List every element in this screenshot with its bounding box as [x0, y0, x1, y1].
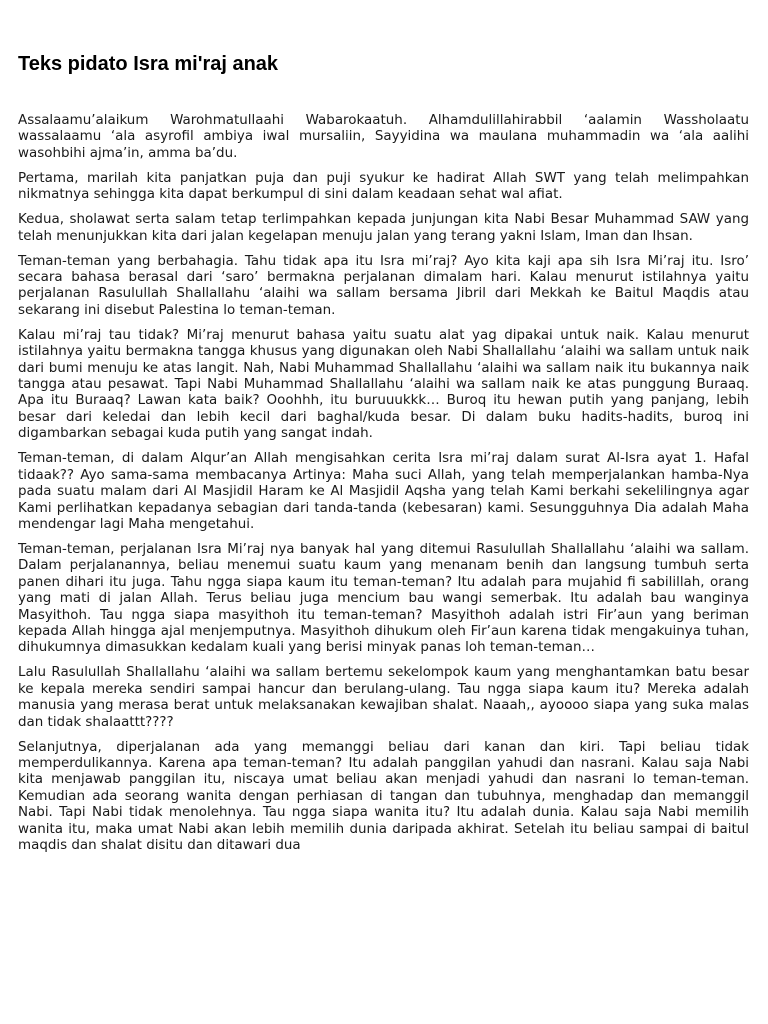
paragraph-sholawat: Kedua, sholawat serta salam tetap terlimpahkan kepada junjungan kita Nabi Besar Muhammad SAW yang telah menunjukkan kita dari jalan kegelapan menuju jalan yang terang yakni Islam, Iman dan Ihsan. — [18, 212, 749, 244]
paragraph-prayer-neglect: Lalu Rasulullah Shallallahu ‘alaihi wa sallam bertemu sekelompok kaum yang menghantamkan batu besar ke kepala mereka sendiri sampai hancur dan berulang-ulang. Tau ngga siapa kaum itu? Mereka adalah manusia yang merasa berat untuk melaksanakan kewajiban shalat. Naaah,, ayoooo siapa yang suka malas dan tidak shalaattt???? — [18, 665, 749, 730]
paragraph-gratitude: Pertama, marilah kita panjatkan puja dan puji syukur ke hadirat Allah SWT yang telah melimpahkan nikmatnya sehingga kita dapat berkumpul di sini dalam keadaan sehat wal afiat. — [18, 170, 749, 203]
document-body — [18, 113, 749, 863]
paragraph-opening-greeting: Assalaamu’alaikum Warohmatullaahi Wabarokaatuh. Alhamdulillahirabbil ‘aalamin Wassholaatu wassalaamu ‘ala asyrofil ambiya iwal mursaliin, Sayyidina wa maulana muhammadin wa ‘ala aalihi wasohbihi ajma’in, amma ba’du. — [18, 113, 749, 161]
paragraph-calls-and-world: Selanjutnya, diperjalanan ada yang memanggi beliau dari kanan dan kiri. Tapi beliau tidak memperdulikannya. Karena apa teman-teman? Itu adalah panggilan yahudi dan nasrani. Kalau saja Nabi kita menjawab panggilan itu, niscaya umat beliau akan menjadi yahudi dan nasrani lo teman-teman. Kemudian ada seorang wanita dengan perhiasan di tangan dan tubuhnya, menghadap dan memanggil Nabi. Tapi Nabi tidak menolehnya. Tau ngga siapa wanita itu? Itu adalah dunia. Kalau saja Nabi memilih wanita itu, maka umat Nabi akan lebih memilih dunia daripada akhirat. Setelah itu beliau sampai di baitul maqdis dan shalat disitu dan ditawari dua — [18, 739, 749, 853]
paragraph-isra-definition: Teman-teman yang berbahagia. Tahu tidak apa itu Isra mi’raj? Ayo kita kaji apa sih Isra Mi’raj itu. Isro’ secara bahasa berasal dari ‘saro’ bermakna perjalanan dimalam hari. Kalau menurut istilahnya yaitu perjalanan Rasulullah Shallallahu ‘alaihi wa sallam bersama Jibril dari Mekkah ke Baitul Maqdis atau sekarang ini disebut Palestina lo teman-teman. — [18, 253, 749, 318]
document-title: Teks pidato Isra mi'raj anak — [18, 53, 279, 75]
paragraph-miraj-definition: Kalau mi’raj tau tidak? Mi’raj menurut bahasa yaitu suatu alat yag dipakai untuk naik. Kalau menurut istilahnya yaitu bermakna tangga khusus yang digunakan oleh Nabi Shallallahu ‘alaihi wa sallam untuk naik dari bumi menuju ke atas langit. Nah, Nabi Muhammad Shallallahu ‘alaihi wa sallam naik itu bukannya naik tangga atau pesawat. Tapi Nabi Muhammad Shallallahu ‘alaihi wa sallam naik ke atas punggung Buraaq. Apa itu Buraaq? Lawan kata baik? Ooohhh, itu buruuukkk… Buroq itu hewan putih yang panjang, lebih besar dari keledai dan lebih kecil dari baghal/kuda besar. Di dalam buku hadits-hadits, buroq ini digambarkan sebagai kuda putih yang sangat indah. — [18, 327, 749, 442]
paragraph-quran-verse: Teman-teman, di dalam Alqur’an Allah mengisahkan cerita Isra mi’raj dalam surat Al-Isra ayat 1. Hafal tidaak?? Ayo sama-sama membacanya Artinya: Maha suci Allah, yang telah memperjalankan hamba-Nya pada suatu malam dari Al Masjidil Haram ke Al Masjidil Aqsha yang telah Kami berkahi sekelilingnya agar Kami perlihatkan kepadanya sebagian dari tanda-tanda (kebesaran) kami. Sesungguhnya Dia adalah Maha mendengar lagi Maha mengetahui. — [18, 451, 749, 532]
paragraph-journey-encounters: Teman-teman, perjalanan Isra Mi’raj nya banyak hal yang ditemui Rasulullah Shallallahu ‘alaihi wa sallam. Dalam perjalanannya, beliau menemui suatu kaum yang menanam benih dan langsung tumbuh serta panen dihari itu juga. Tahu ngga siapa kaum itu teman-teman? Itu adalah para mujahid fi sabilillah, orang yang mati di jalan Allah. Terus beliau juga mencium bau wangi semerbak. Itu adalah bau wanginya Masyithoh. Tau ngga siapa masyithoh itu teman-teman? Masyithoh adalah istri Fir’aun yang beriman kepada Allah hingga ajal menjemputnya. Masyithoh dihukum oleh Fir’aun karena tidak mengakuinya tuhan, dihukumnya dimasukkan kedalam kuali yang berisi minyak panas loh teman-teman… — [18, 541, 749, 656]
